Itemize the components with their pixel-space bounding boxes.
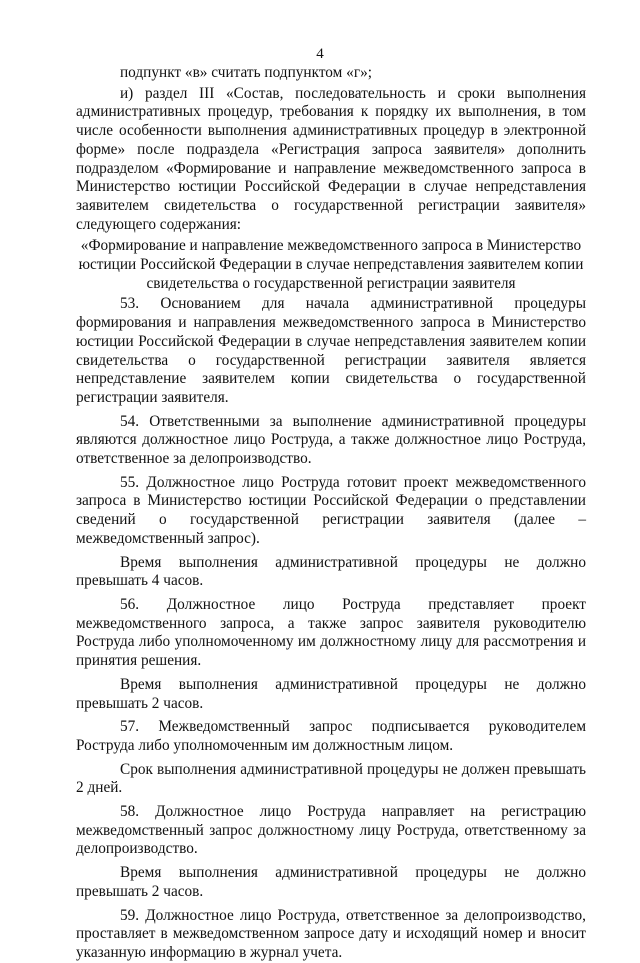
page-number: 4 bbox=[316, 46, 324, 62]
paragraph-53: 53. Основанием для начала административной процедуры формирования и направления межведомственного запроса в Министерство юстиции Российской Федерации в случае непредставления заявителем копии свидетельства о государственной регистрации заявителя является непредставление заявителем копии свидетельства о государственной регистрации заявителя. bbox=[76, 295, 586, 406]
paragraph-58: 58. Должностное лицо Роструда направляет на регистрацию межведомственный запрос должностному лицу Роструда, ответственному за делопроизводство. bbox=[76, 803, 586, 858]
subsection-heading bbox=[76, 237, 586, 293]
paragraph-58-time: Время выполнения административной процедуры не должно превышать 2 часов. bbox=[76, 864, 586, 900]
paragraph-59: 59. Должностное лицо Роструда, ответственное за делопроизводство, проставляет в межведомственном запросе дату и исходящий номер и вносит указанную информацию в журнал учета. bbox=[76, 906, 586, 961]
paragraph-57: 57. Межведомственный запрос подписывается руководителем Роструда либо уполномоченным им должностным лицом. bbox=[76, 718, 586, 754]
paragraph-56: 56. Должностное лицо Роструда представляет проект межведомственного запроса, а также запрос заявителя руководителю Роструда либо уполномоченному им должностному лицу для рассмотрения и принятия решения. bbox=[76, 595, 586, 670]
paragraph-54: 54. Ответственными за выполнение административной процедуры являются должностное лицо Роструда, а также должностное лицо Роструда, ответственное за делопроизводство. bbox=[76, 412, 586, 468]
heading-line-1: «Формирование и направление межведомственного запроса в Министерство bbox=[80, 237, 582, 255]
paragraph-item-i: и) раздел III «Состав, последовательность и сроки выполнения административных процедур, требования к порядку их выполнения, в том числе особенности выполнения административных процедур в электронной форме» после подраздела «Регистрация запроса заявителя» дополнить подразделом «Формирование и направление межведомственного запроса в Министерство юстиции Российской Федерации в случае непредставления заявителем свидетельства о государственной регистрации заявителя» следующего содержания: bbox=[76, 84, 586, 233]
paragraph-55: 55. Должностное лицо Роструда готовит проект межведомственного запроса в Министерство юстиции Российской Федерации о представлении сведений о государственной регистрации заявителя (далее – межведомственный запрос). bbox=[76, 473, 586, 547]
paragraph-55-time: Время выполнения административной процедуры не должно превышать 4 часов. bbox=[76, 553, 586, 590]
heading-line-2: юстиции Российской Федерации в случае непредставления заявителем копии bbox=[78, 256, 584, 274]
paragraph-subitem-v: подпункт «в» считать подпунктом «г»; bbox=[120, 64, 372, 81]
heading-line-3: свидетельства о государственной регистрации заявителя bbox=[146, 274, 516, 292]
paragraph-56-time: Время выполнения административной процедуры не должно превышать 2 часов. bbox=[76, 675, 586, 712]
document-body bbox=[76, 64, 586, 963]
paragraph-57-time: Срок выполнения административной процедуры не должен превышать 2 дней. bbox=[76, 760, 586, 797]
